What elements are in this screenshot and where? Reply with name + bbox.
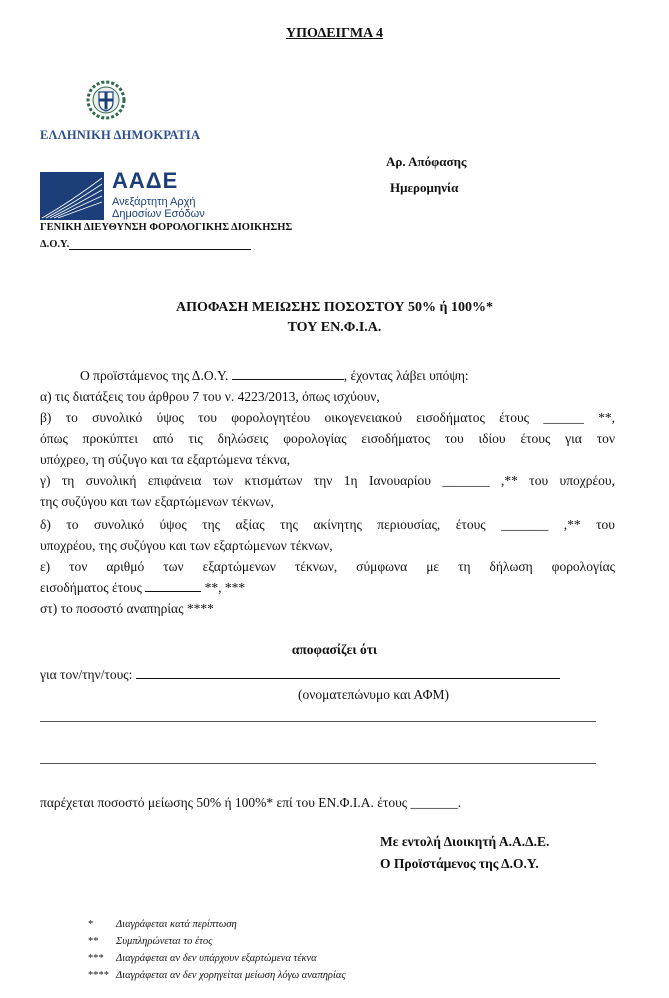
document-title-line2: ΤΟΥ ΕΝ.Φ.Ι.Α.	[287, 320, 382, 335]
item-g-line1: γ) τη συνολική επιφάνεια των κτισμάτων την 1η Ιανουαρίου _______ ,** του υποχρέου,	[40, 473, 615, 488]
doy-blank[interactable]	[69, 238, 251, 250]
item-st: στ) το ποσοστό αναπηρίας ****	[40, 601, 214, 616]
item-d-line2: υποχρέου, της συζύγου και των εξαρτώμενων τέκνων,	[40, 538, 333, 553]
footnote	[88, 919, 237, 930]
item-e-year-blank[interactable]	[145, 579, 201, 592]
item-d-line1: δ) το συνολικό ύψος της αξίας της ακίνητης περιουσίας, έτους _______ ,** του	[40, 517, 615, 532]
aade-subtitle	[112, 196, 205, 220]
intro-line	[40, 365, 615, 386]
item-g-line2: της συζύγου και των εξαρτώμενων τέκνων,	[40, 494, 274, 509]
footnote-mark: ****	[88, 970, 109, 981]
footnote-text: Συμπληρώνεται το έτος	[116, 936, 213, 947]
footnote-text: Διαγράφεται αν δεν χορηγείται μείωση λόγω αναπηρίας	[116, 970, 346, 981]
item-e-line1: ε) τον αριθμό των εξαρτώμενων τέκνων, σύμφωνα με τη δήλωση φορολογίας	[40, 559, 615, 574]
beneficiary-blank[interactable]	[136, 666, 560, 679]
republic-name: ΕΛΛΗΝΙΚΗ ΔΗΜΟΚΡΑΤΙΑ	[40, 128, 201, 142]
item-e-line2	[40, 577, 615, 598]
item-b-line1	[40, 407, 615, 428]
for-label: για τον/την/τους:	[40, 667, 133, 682]
item-e-text: εισοδήματος έτους	[40, 580, 142, 595]
aade-subtitle-line1: Ανεξάρτητη Αρχή	[112, 196, 196, 208]
model-title: ΥΠΟΔΕΙΓΜΑ 4	[286, 26, 383, 41]
decision-date-label: Ημερομηνία	[390, 180, 459, 195]
signature-line2: Ο Προϊστάμενος της Δ.Ο.Υ.	[380, 856, 539, 871]
blank-line-2[interactable]	[40, 763, 596, 764]
footnote-text: Διαγράφεται αν δεν υπάρχουν εξαρτώμενα τέκνα	[116, 953, 317, 964]
aade-subtitle-line2: Δημοσίων Εσόδων	[112, 208, 205, 220]
doy-field	[40, 238, 251, 250]
doy-label: Δ.Ο.Υ.	[40, 239, 70, 250]
footnote-mark: *	[88, 919, 94, 930]
aade-logo-icon	[40, 172, 104, 220]
intro-text-b: , έχοντας λάβει υπόψη:	[343, 368, 469, 383]
intro-doy-blank[interactable]	[232, 367, 344, 380]
footnote	[88, 936, 212, 947]
decision-number-label: Αρ. Απόφασης	[386, 154, 467, 169]
item-e-marks: **, ***	[204, 580, 246, 595]
item-b-line3: υπόχρεο, τη σύζυγο και τα εξαρτώμενα τέκνα,	[40, 452, 291, 467]
decides-heading: αποφασίζει ότι	[291, 642, 378, 657]
item-b-year-blank[interactable]: ______ **,	[543, 410, 615, 425]
aade-name: ΑΑΔΕ	[112, 168, 179, 193]
for-line	[40, 664, 615, 685]
name-hint: (ονοματεπώνυμο και ΑΦΜ)	[298, 687, 449, 702]
blank-line-1[interactable]	[40, 721, 596, 722]
greek-emblem-icon	[86, 80, 126, 120]
item-a: α) τις διατάξεις του άρθρου 7 του ν. 4223/2013, όπως ισχύουν,	[40, 389, 380, 404]
item-b-text: β) το συνολικό ύψος του φορολογητέου οικογενειακού εισοδήματος έτους	[40, 410, 529, 425]
footnote	[88, 953, 317, 964]
footnote-mark: **	[88, 936, 99, 947]
document-title-line1: ΑΠΟΦΑΣΗ ΜΕΙΩΣΗΣ ΠΟΣΟΣΤΟΥ 50% ή 100%*	[176, 300, 493, 315]
directorate-name: ΓΕΝΙΚΗ ΔΙΕΥΘΥΝΣΗ ΦΟΡΟΛΟΓΙΚΗΣ ΔΙΟΙΚΗΣΗΣ	[40, 222, 293, 233]
intro-text-a: Ο προϊστάμενος της Δ.Ο.Υ.	[80, 368, 229, 383]
item-b-line2: όπως προκύπτει από τις δηλώσεις φορολογίας εισοδήματος του ιδίου έτους για τον	[40, 431, 615, 446]
footnote	[88, 970, 346, 981]
footnote-text: Διαγράφεται κατά περίπτωση	[116, 919, 237, 930]
grant-line: παρέχεται ποσοστό μείωσης 50% ή 100%* επί του ΕΝ.Φ.Ι.Α. έτους _______.	[40, 795, 462, 810]
signature-line1: Με εντολή Διοικητή Α.Α.Δ.Ε.	[380, 834, 550, 849]
footnote-mark: ***	[88, 953, 104, 964]
